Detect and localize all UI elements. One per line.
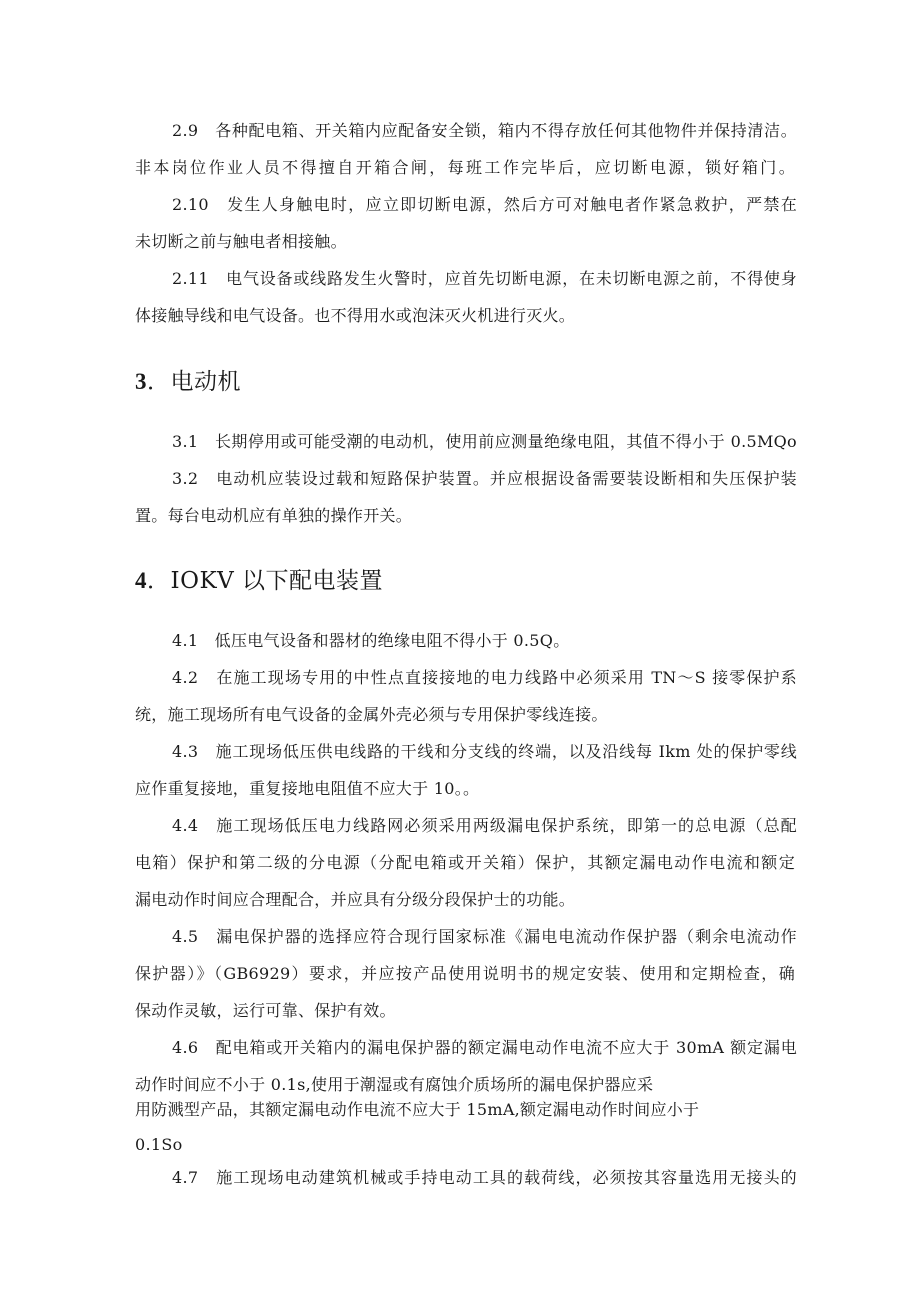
paragraph-line: 2.9 各种配电箱、开关箱内应配备安全锁，箱内不得存放任何其他物件并保持清洁。 [172, 121, 797, 140]
paragraph-line: 4.3 施工现场低压供电线路的干线和分支线的终端，以及沿线每 Ikm 处的保护零线 [172, 742, 797, 761]
paragraph-line: 动作时间应不小于 0.1s,使用于潮湿或有腐蚀介质场所的漏电保护器应采 [135, 1075, 654, 1094]
paragraph-line: 4.1 低压电气设备和器材的绝缘电阻不得小于 0.5Q。 [172, 631, 570, 650]
paragraph-line: 2.10 发生人身触电时，应立即切断电源，然后方可对触电者作紧急救护，严禁在 [172, 195, 797, 214]
section-heading [135, 566, 383, 596]
paragraph-line: 0.1So [135, 1135, 183, 1154]
paragraph-line: 电箱）保护和第二级的分电源（分配电箱或开关箱）保护，其额定漏电动作电流和额定 [135, 853, 795, 872]
paragraph-line: 3.2 电动机应装设过载和短路保护装置。并应根据设备需要装设断相和失压保护装 [172, 469, 797, 488]
paragraph-line: 用防溅型产品，其额定漏电动作电流不应大于 15mA,额定漏电动作时间应小于 [135, 1100, 700, 1119]
paragraph-line: 应作重复接地，重复接地电阻值不应大于 10。。 [135, 779, 480, 798]
section-number: 4 [135, 568, 147, 593]
paragraph-line: 非本岗位作业人员不得擅自开箱合闸，每班工作完毕后，应切断电源，锁好箱门。 [135, 158, 795, 177]
paragraph-line: 未切断之前与触电者相接触。 [135, 232, 347, 251]
section-number: 3 [135, 369, 147, 394]
paragraph-line: 置。每台电动机应有单独的操作开关。 [135, 506, 413, 525]
paragraph-line: 体接触导线和电气设备。也不得用水或泡沫灭火机进行灭火。 [135, 306, 576, 325]
paragraph-line: 4.5 漏电保护器的选择应符合现行国家标准《漏电电流动作保护器（剩余电流动作 [172, 927, 797, 946]
section-title: ．电动机 [147, 369, 241, 395]
paragraph-line: 3.1 长期停用或可能受潮的电动机，使用前应测量绝缘电阻，其值不得小于 0.5MQo [172, 432, 797, 451]
paragraph-line: 保护器）》（GB6929）要求，并应按产品使用说明书的规定安装、使用和定期检查，确 [135, 964, 795, 983]
paragraph-line: 保动作灵敏，运行可靠、保护有效。 [135, 1001, 396, 1020]
section-title: ．IOKV 以下配电装置 [147, 568, 384, 594]
paragraph-line: 4.6 配电箱或开关箱内的漏电保护器的额定漏电动作电流不应大于 30mA 额定漏电 [172, 1038, 797, 1057]
paragraph-line: 统，施工现场所有电气设备的金属外壳必须与专用保护零线连接。 [135, 705, 608, 724]
section-heading [135, 367, 241, 397]
paragraph-line: 4.7 施工现场电动建筑机械或手持电动工具的载荷线，必须按其容量选用无接头的 [172, 1168, 797, 1187]
paragraph-line: 4.4 施工现场低压电力线路网必须采用两级漏电保护系统，即第一的总电源（总配 [172, 816, 797, 835]
paragraph-line: 漏电动作时间应合理配合，并应具有分级分段保护士的功能。 [135, 890, 576, 909]
paragraph-line: 4.2 在施工现场专用的中性点直接接地的电力线路中必须采用 TN～S 接零保护系 [172, 668, 797, 687]
paragraph-line: 2.11 电气设备或线路发生火警时，应首先切断电源，在未切断电源之前，不得使身 [172, 269, 797, 288]
